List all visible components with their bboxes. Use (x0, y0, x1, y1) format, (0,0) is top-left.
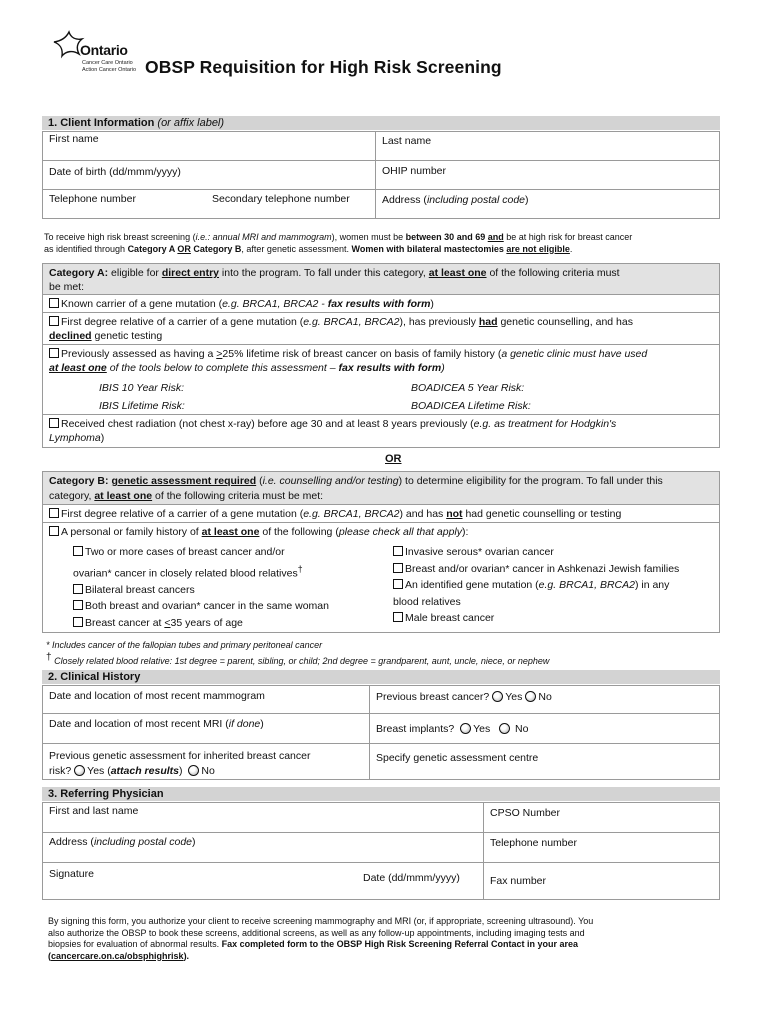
checkbox[interactable] (49, 316, 59, 326)
referring-physician-header: 3. Referring Physician (42, 787, 720, 801)
cat-a-item-carrier: Known carrier of a gene mutation (e.g. BRCA1, BRCA2 - fax results with form) (42, 295, 720, 313)
eligibility-intro: To receive high risk breast screening (i.e.: annual MRI and mammogram), women must be between 30 and 69 and be at high risk for breast cancer as identified through Category A OR Category B, after genetic assessment. Women with bilateral mastectomies are not eligible. (44, 232, 633, 254)
dob-field[interactable]: Date of birth (dd/mmm/yyyy) (42, 160, 376, 190)
checkbox[interactable] (49, 526, 59, 536)
mammogram-field[interactable]: Date and location of most recent mammogram (42, 685, 370, 714)
ibis-10-year-label: IBIS 10 Year Risk: (99, 382, 185, 394)
date-label: Date (dd/mmm/yyyy) (363, 872, 460, 884)
cat-a-item-lifetime-risk: Previously assessed as having a >25% lifetime risk of breast cancer on basis of family history (a genetic clinic must have used at least one of the tools below to complete this assessment – fax results with form) IBIS 10 Year Risk: BOADICEA 5 Year Risk: IBIS Lifetime Risk: BOADICEA Lifetime Risk: (42, 345, 720, 415)
checkbox[interactable] (73, 600, 83, 610)
category-a-header: Category A: eligible for direct entry into the program. To fall under this category, at least one of the following criteria must be met: (42, 263, 720, 295)
cat-a-item-relative: First degree relative of a carrier of a gene mutation (e.g. BRCA1, BRCA2), has previously had genetic counselling, and has declined genetic testing (42, 313, 720, 345)
footnotes: * Includes cancer of the fallopian tubes and primary peritoneal cancer † Closely related blood relative: 1st degree = parent, sibling, or child; 2nd degree = grandparent, aunt, uncle, niece, or nephew (46, 640, 550, 666)
ohip-field[interactable]: OHIP number (375, 160, 720, 190)
first-name-field[interactable]: First name (42, 131, 376, 161)
telephone-field[interactable]: Telephone number Secondary telephone number (42, 189, 376, 219)
page-title: OBSP Requisition for High Risk Screening (145, 57, 502, 77)
physician-telephone-field[interactable]: Telephone number (483, 832, 720, 863)
ontario-logo (52, 30, 142, 85)
checkbox[interactable] (49, 418, 59, 428)
cpso-field[interactable]: CPSO Number (483, 802, 720, 833)
genetic-centre-field[interactable]: Specify genetic assessment centre (369, 743, 720, 780)
physician-name-field[interactable]: First and last name (42, 802, 484, 833)
checkbox[interactable] (393, 612, 403, 622)
secondary-telephone-label: Secondary telephone number (212, 193, 350, 205)
boadicea-lifetime-label: BOADICEA Lifetime Risk: (411, 400, 531, 412)
last-name-field[interactable]: Last name (375, 131, 720, 161)
physician-address-field[interactable]: Address (including postal code) (42, 832, 484, 863)
mri-field[interactable]: Date and location of most recent MRI (if done) (42, 713, 370, 744)
genetic-assessment-field: Previous genetic assessment for inherited breast cancer risk? Yes (attach results) No (42, 743, 370, 780)
or-separator: OR (385, 453, 402, 465)
cat-b-item-relative: First degree relative of a carrier of a gene mutation (e.g. BRCA1, BRCA2) and has not had genetic counselling or testing (42, 505, 720, 523)
referral-contact-link[interactable]: cancercare.on.ca/obsphighrisk (51, 950, 184, 961)
checkbox[interactable] (49, 348, 59, 358)
radio-yes[interactable] (460, 723, 471, 734)
checkbox[interactable] (73, 584, 83, 594)
checkbox[interactable] (49, 508, 59, 518)
cat-a-item-chest-radiation: Received chest radiation (not chest x-ray) before age 30 and at least 8 years previously (e.g. as treatment for Hodgkin's Lymphoma) (42, 415, 720, 448)
radio-no[interactable] (188, 765, 199, 776)
checkbox[interactable] (73, 546, 83, 556)
logo-subtitle: Cancer Care Ontario Action Cancer Ontario (82, 60, 137, 73)
logo-wordmark: Ontario (80, 42, 128, 58)
signature-field[interactable]: Signature Date (dd/mmm/yyyy) (42, 862, 484, 900)
radio-yes[interactable] (74, 765, 85, 776)
checkbox[interactable] (393, 563, 403, 573)
radio-no[interactable] (499, 723, 510, 734)
fax-field[interactable]: Fax number (483, 862, 720, 900)
cat-b-item-history: A personal or family history of at least one of the following (please check all that apply): Two or more cases of breast cancer and/or ovarian* cancer in closely related blood relatives† Bilateral breast cancers Both breast and ovarian* cancer in the same woman Breast cancer at <35 years of age Invasive serous* ovarian cancer Breast and/or ovarian* cancer in Ashkenazi Jewish families An identified gene mutation (e.g. BRCA1, BRCA2) in any blood relatives Male breast cancer (42, 523, 720, 633)
radio-no[interactable] (525, 691, 536, 702)
authorization-note: By signing this form, you authorize your client to receive screening mammography and MRI (or, if appropriate, screening ultrasound). You also authorize the OBSP to book these screens, additional screens, as well as any follow-up appointments, including imaging tests and biopsies for evaluation of abnormal results. Fax completed form to the OBSP High Risk Screening Referral Contact in your area (cancercare.on.ca/obsphighrisk). (48, 916, 594, 961)
address-field[interactable]: Address (including postal code) (375, 189, 720, 219)
checkbox[interactable] (393, 579, 403, 589)
checkbox[interactable] (49, 298, 59, 308)
clinical-history-header: 2. Clinical History (42, 670, 720, 684)
previous-breast-cancer-field: Previous breast cancer? Yes No (369, 685, 720, 714)
breast-implants-field: Breast implants? Yes No (369, 713, 720, 744)
checkbox[interactable] (73, 617, 83, 627)
category-b-header: Category B: genetic assessment required (i.e. counselling and/or testing) to determine eligibility for the program. To fall under this category, at least one of the following criteria must be met: (42, 471, 720, 505)
boadicea-5-year-label: BOADICEA 5 Year Risk: (411, 382, 525, 394)
radio-yes[interactable] (492, 691, 503, 702)
ibis-lifetime-label: IBIS Lifetime Risk: (99, 400, 185, 412)
checkbox[interactable] (393, 546, 403, 556)
client-info-header: 1. Client Information (or affix label) (42, 116, 720, 130)
